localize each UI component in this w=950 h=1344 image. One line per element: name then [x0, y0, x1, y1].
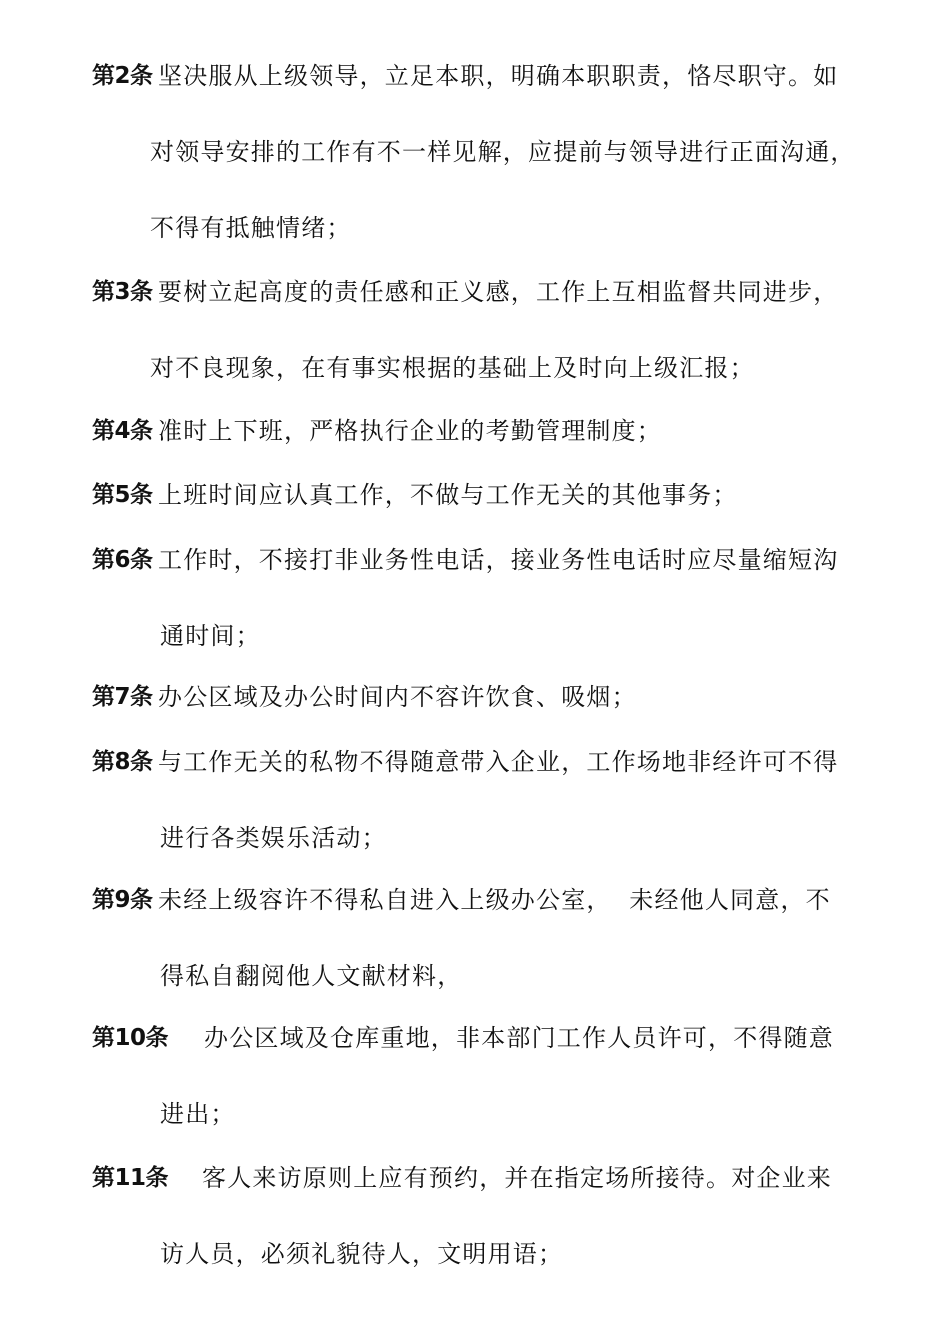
- article-9: [92, 862, 864, 1014]
- article-label: 第7条: [92, 684, 153, 710]
- article-line: [92, 462, 864, 528]
- article-text: 客人来访原则上应有预约，并在指定场所接待。对企业来: [202, 1164, 832, 1192]
- article-text: 坚决服从上级领导，立足本职，明确本职职责，恪尽职守。如: [158, 62, 839, 90]
- article-line: [92, 664, 864, 730]
- article-text: 进出；: [160, 1100, 236, 1128]
- article-text: 未经上级容许不得私自进入上级办公室， 未经他人同意，不: [158, 886, 831, 914]
- article-line: [92, 724, 864, 800]
- article-label: 第4条: [92, 418, 153, 444]
- article-line: [92, 38, 864, 114]
- article-4: [92, 398, 864, 464]
- article-label: 第8条: [92, 749, 153, 775]
- article-text: 办公区域及办公时间内不容许饮食、吸烟；: [158, 683, 637, 711]
- article-3: [92, 254, 864, 406]
- article-text: 对不良现象，在有事实根据的基础上及时向上级汇报；: [150, 354, 755, 382]
- article-label: 第3条: [92, 279, 153, 305]
- article-line: [92, 398, 864, 464]
- article-text: 工作时，不接打非业务性电话，接业务性电话时应尽量缩短沟: [158, 546, 839, 574]
- article-2: [92, 38, 864, 266]
- article-text: 通时间；: [160, 622, 261, 650]
- article-line: [92, 1000, 864, 1076]
- article-8: [92, 724, 864, 876]
- article-line: [92, 862, 864, 938]
- article-label: 第9条: [92, 887, 153, 913]
- article-label: 第11条: [92, 1165, 169, 1191]
- article-10: [92, 1000, 864, 1152]
- article-line: [92, 598, 864, 674]
- article-label: 第5条: [92, 482, 153, 508]
- article-line: [92, 254, 864, 330]
- article-line: [92, 330, 864, 406]
- article-text: 访人员，必须礼貌待人，文明用语；: [160, 1240, 564, 1268]
- article-line: [92, 114, 864, 190]
- article-text: 办公区域及仓库重地，非本部门工作人员许可，不得随意: [204, 1024, 834, 1052]
- article-text: 得私自翻阅他人文献材料，: [160, 962, 463, 990]
- article-text: 与工作无关的私物不得随意带入企业，工作场地非经许可不得: [158, 748, 839, 776]
- article-label: 第6条: [92, 547, 153, 573]
- article-text: 准时上下班，严格执行企业的考勤管理制度；: [158, 417, 662, 445]
- article-5: [92, 462, 864, 528]
- article-11: [92, 1140, 864, 1292]
- article-text: 要树立起高度的责任感和正义感，工作上互相监督共同进步，: [158, 278, 839, 306]
- article-text: 上班时间应认真工作，不做与工作无关的其他事务；: [158, 481, 738, 509]
- article-7: [92, 664, 864, 730]
- article-line: [92, 1140, 864, 1216]
- article-label: 第10条: [92, 1025, 169, 1051]
- article-label: 第2条: [92, 63, 153, 89]
- article-line: [92, 522, 864, 598]
- article-text: 对领导安排的工作有不一样见解，应提前与领导进行正面沟通，: [150, 138, 856, 166]
- article-text: 不得有抵触情绪；: [150, 214, 352, 242]
- article-line: [92, 1216, 864, 1292]
- article-text: 进行各类娱乐活动；: [160, 824, 387, 852]
- article-6: [92, 522, 864, 674]
